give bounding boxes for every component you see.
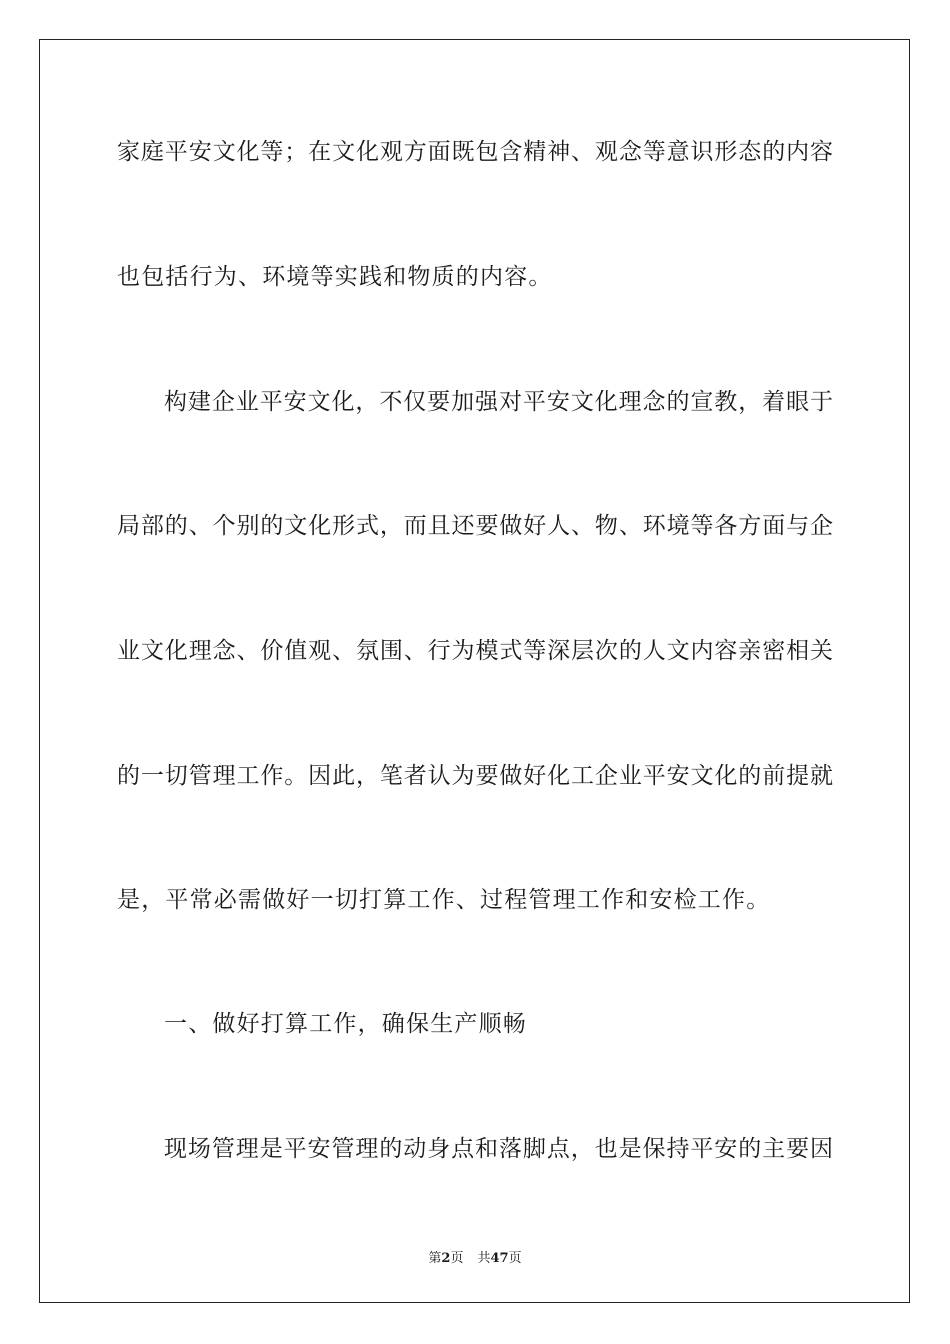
page-footer <box>0 1247 950 1266</box>
body-text-line-2: 也包括行为、环境等实践和物质的内容。 <box>117 264 553 290</box>
total-label-prefix: 共 <box>477 1251 491 1266</box>
body-text-line-3: 构建企业平安文化，不仅要加强对平安文化理念的宣教，着眼于 <box>164 389 833 415</box>
body-text-line-1: 家庭平安文化等；在文化观方面既包含精神、观念等意识形态的内容 <box>117 139 833 165</box>
total-label-suffix: 页 <box>508 1251 522 1266</box>
body-text-line-6: 的一切管理工作。因此，笔者认为要做好化工企业平安文化的前提就 <box>117 763 833 789</box>
body-text-line-8: 现场管理是平安管理的动身点和落脚点，也是保持平安的主要因 <box>164 1136 833 1162</box>
body-text-line-7: 是，平常必需做好一切打算工作、过程管理工作和安检工作。 <box>117 887 771 913</box>
body-text-line-5: 业文化理念、价值观、氛围、行为模式等深层次的人文内容亲密相关 <box>117 638 833 664</box>
page-label-suffix: 页 <box>450 1251 464 1266</box>
page-border <box>39 39 910 1303</box>
total-pages: 47 <box>490 1251 509 1266</box>
section-heading: 一、做好打算工作，确保生产顺畅 <box>164 1011 527 1037</box>
page-number: 2 <box>441 1251 451 1266</box>
page-label-prefix: 第 <box>428 1251 442 1266</box>
body-text-line-4: 局部的、个别的文化形式，而且还要做好人、物、环境等各方面与企 <box>117 513 833 539</box>
